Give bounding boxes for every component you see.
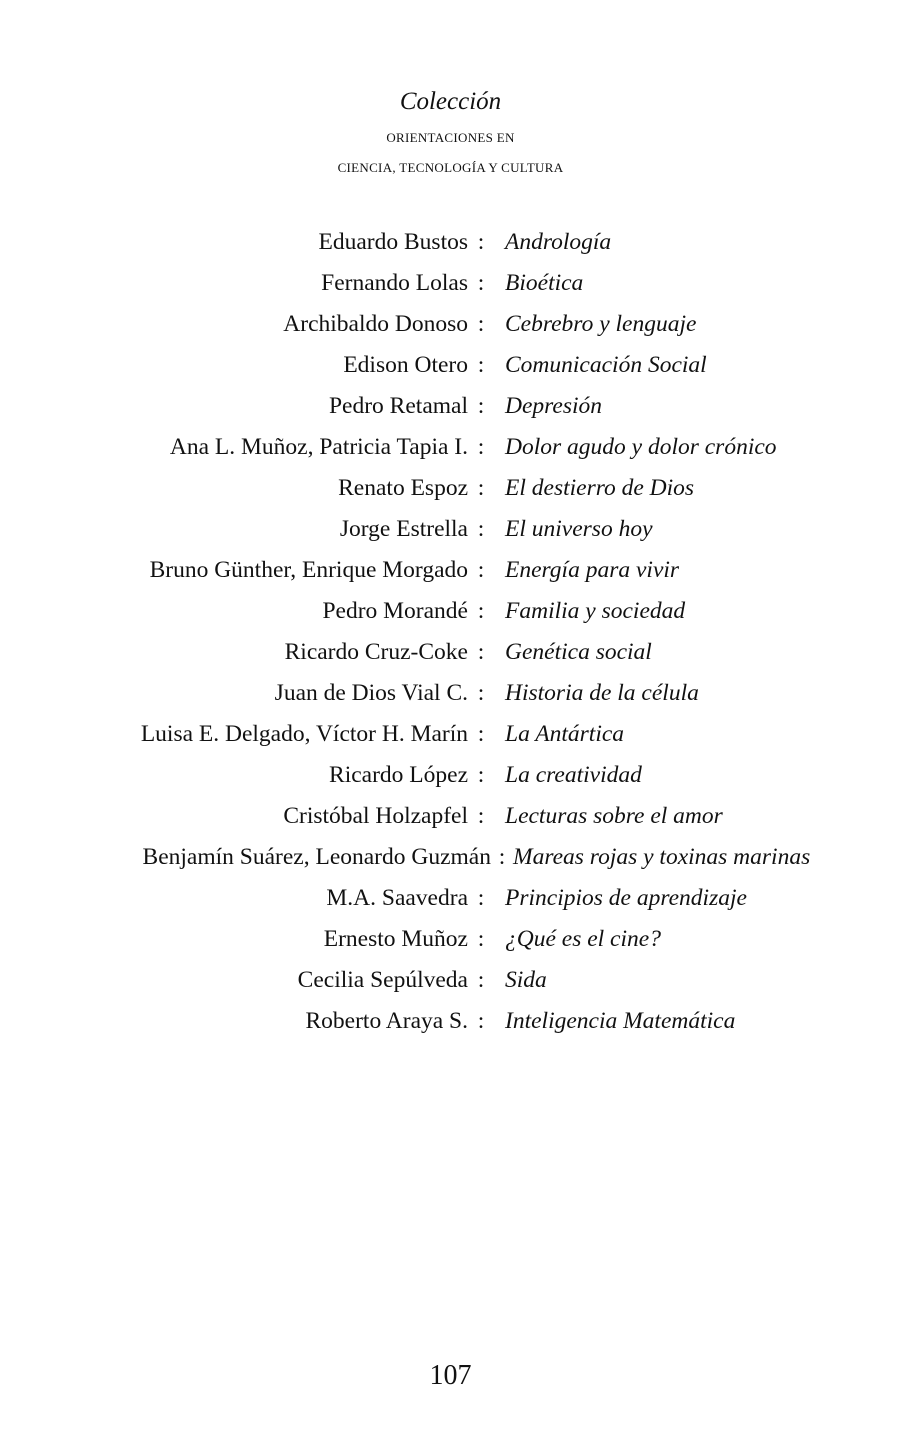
author-name: Ricardo Cruz-Coke: [284, 639, 468, 665]
book-title: Sida: [505, 967, 547, 993]
list-item: [0, 263, 901, 304]
separator: :: [477, 311, 485, 337]
author-name: Cecilia Sepúlveda: [297, 967, 468, 993]
separator: :: [477, 393, 485, 419]
book-title: Historia de la célula: [505, 680, 699, 706]
list-item: [0, 919, 901, 960]
separator: :: [477, 762, 485, 788]
book-title: Principios de aprendizaje: [505, 885, 747, 911]
list-item: [0, 509, 901, 550]
list-item: [0, 304, 901, 345]
author-name: Ricardo López: [329, 762, 468, 788]
separator: :: [477, 475, 485, 501]
list-item: [0, 345, 901, 386]
author-name: Jorge Estrella: [339, 516, 468, 542]
list-item: [0, 222, 901, 263]
separator: :: [477, 721, 485, 747]
book-title: El destierro de Dios: [505, 475, 695, 501]
separator: :: [477, 352, 485, 378]
author-name: M.A. Saavedra: [326, 885, 468, 911]
author-name: Pedro Morandé: [322, 598, 468, 624]
list-item: [0, 427, 901, 468]
list-item: [0, 386, 901, 427]
book-title: La creatividad: [505, 762, 642, 788]
separator: :: [477, 926, 485, 952]
author-name: Benjamín Suárez, Leonardo Guzmán: [142, 844, 491, 870]
list-item: [0, 673, 901, 714]
book-title: El universo hoy: [505, 516, 653, 542]
book-title: Inteligencia Matemática: [505, 1008, 736, 1034]
book-title: Mareas rojas y toxinas marinas: [513, 844, 811, 870]
list-item: [0, 960, 901, 1001]
author-name: Pedro Retamal: [328, 393, 468, 419]
collection-subtitle-line1: ORIENTACIONES EN: [386, 130, 515, 145]
separator: :: [477, 557, 485, 583]
collection-title: Colección: [399, 88, 502, 115]
book-title: Bioética: [505, 270, 584, 296]
separator: :: [477, 680, 485, 706]
list-item: [0, 755, 901, 796]
author-name: Eduardo Bustos: [318, 229, 468, 255]
separator: :: [498, 844, 506, 870]
collection-subtitle-line2: CIENCIA, TECNOLOGÍA Y CULTURA: [337, 160, 564, 175]
separator: :: [477, 516, 485, 542]
book-title: ¿Qué es el cine?: [505, 926, 661, 952]
author-name: Cristóbal Holzapfel: [283, 803, 468, 829]
book-title: Familia y sociedad: [505, 598, 686, 624]
list-item: [0, 632, 901, 673]
separator: :: [477, 1008, 485, 1034]
separator: :: [477, 229, 485, 255]
author-name: Bruno Günther, Enrique Morgado: [149, 557, 468, 583]
book-title: Energía para vivir: [505, 557, 680, 583]
book-title: La Antártica: [505, 721, 625, 747]
separator: :: [477, 270, 485, 296]
separator: :: [477, 967, 485, 993]
list-item: [0, 837, 901, 878]
author-name: Juan de Dios Vial C.: [274, 680, 468, 706]
separator: :: [477, 803, 485, 829]
author-name: Renato Espoz: [338, 475, 468, 501]
book-title: Comunicación Social: [505, 352, 707, 378]
book-title: Depresión: [505, 393, 603, 419]
author-name: Ana L. Muñoz, Patricia Tapia I.: [169, 434, 468, 460]
list-item: [0, 796, 901, 837]
book-title: Genética social: [505, 639, 652, 665]
author-name: Roberto Araya S.: [305, 1008, 468, 1034]
book-list: [0, 222, 901, 1042]
list-item: [0, 550, 901, 591]
list-item: [0, 1001, 901, 1042]
separator: :: [477, 639, 485, 665]
author-name: Edison Otero: [343, 352, 468, 378]
list-item: [0, 591, 901, 632]
author-name: Fernando Lolas: [321, 270, 468, 296]
list-item: [0, 468, 901, 509]
separator: :: [477, 598, 485, 624]
book-title: Cebrebro y lenguaje: [505, 311, 697, 337]
separator: :: [477, 434, 485, 460]
book-title: Lecturas sobre el amor: [505, 803, 723, 829]
separator: :: [477, 885, 485, 911]
book-title: Dolor agudo y dolor crónico: [505, 434, 777, 460]
author-name: Ernesto Muñoz: [323, 926, 468, 952]
list-item: [0, 714, 901, 755]
author-name: Archibaldo Donoso: [283, 311, 468, 337]
page-number: 107: [429, 1360, 472, 1391]
book-title: Andrología: [505, 229, 612, 255]
author-name: Luisa E. Delgado, Víctor H. Marín: [140, 721, 468, 747]
list-item: [0, 878, 901, 919]
